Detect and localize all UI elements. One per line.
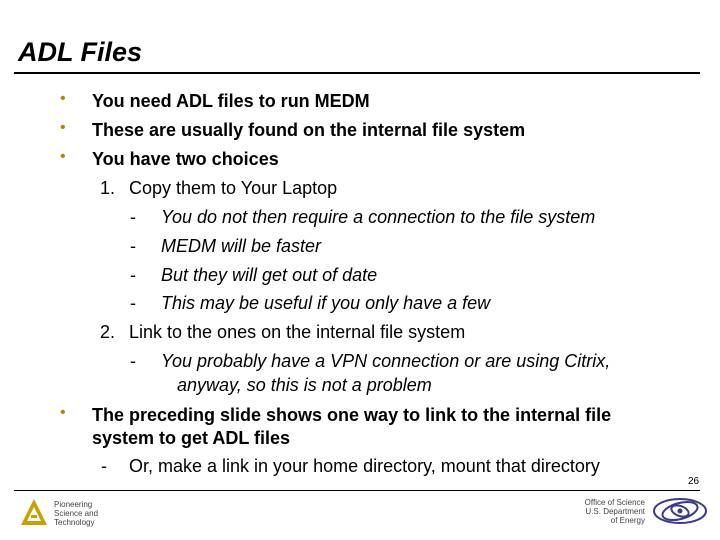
bullet-1: You need ADL files to run MEDM: [92, 91, 370, 111]
footer-left-line-2: Science and: [54, 509, 99, 518]
choice-1-number: 1.: [100, 178, 116, 198]
footer-left-line-1: Pioneering: [54, 500, 93, 509]
sub-item-1: You do not then require a connection to the file system: [161, 207, 596, 227]
choice-2-text: Link to the ones on the internal file system: [129, 322, 466, 342]
footer-right-line-2: U.S. Department: [585, 507, 645, 516]
sub-item-5-line-2: anyway, so this is not a problem: [177, 375, 432, 395]
sub-dash: -: [130, 293, 136, 313]
bullet-4-line-1: The preceding slide shows one way to link to the internal file: [92, 405, 612, 425]
sub-item-5-line-1: You probably have a VPN connection or are using Citrix,: [161, 351, 611, 371]
title-divider: [14, 72, 700, 74]
footer-left-text: [54, 500, 98, 527]
bullet-dot: •: [60, 404, 66, 421]
footer-right-line-1: Office of Science: [584, 498, 645, 507]
doe-logo: [652, 497, 708, 525]
footer-right-text: [585, 498, 645, 525]
bullet-4-line-2: system to get ADL files: [92, 428, 291, 448]
bullet-dot: •: [60, 148, 66, 165]
bullet-2: These are usually found on the internal file system: [92, 120, 526, 140]
footer-divider: [14, 490, 700, 491]
choice-2-number: 2.: [100, 322, 116, 342]
footer-right-line-3: of Energy: [610, 516, 645, 525]
sub-item-6: Or, make a link in your home directory, mount that directory: [129, 456, 600, 476]
sub-dash: -: [130, 236, 136, 256]
bullet-dot: •: [60, 90, 66, 107]
sub-item-3: But they will get out of date: [161, 265, 378, 285]
bullet-3: You have two choices: [92, 149, 279, 169]
sub-dash: -: [130, 351, 136, 371]
sub-dash: -: [101, 456, 107, 476]
bullet-dot: •: [60, 119, 66, 136]
sub-item-2: MEDM will be faster: [161, 236, 322, 256]
sub-dash: -: [130, 207, 136, 227]
sub-dash: -: [130, 265, 136, 285]
sub-item-4: This may be useful if you only have a few: [161, 293, 491, 313]
page-number: 26: [688, 476, 700, 487]
choice-1-text: Copy them to Your Laptop: [129, 178, 338, 198]
argonne-logo: [20, 498, 48, 526]
slide-title: ADL Files: [18, 37, 143, 67]
footer-left-line-3: Technology: [54, 518, 95, 527]
